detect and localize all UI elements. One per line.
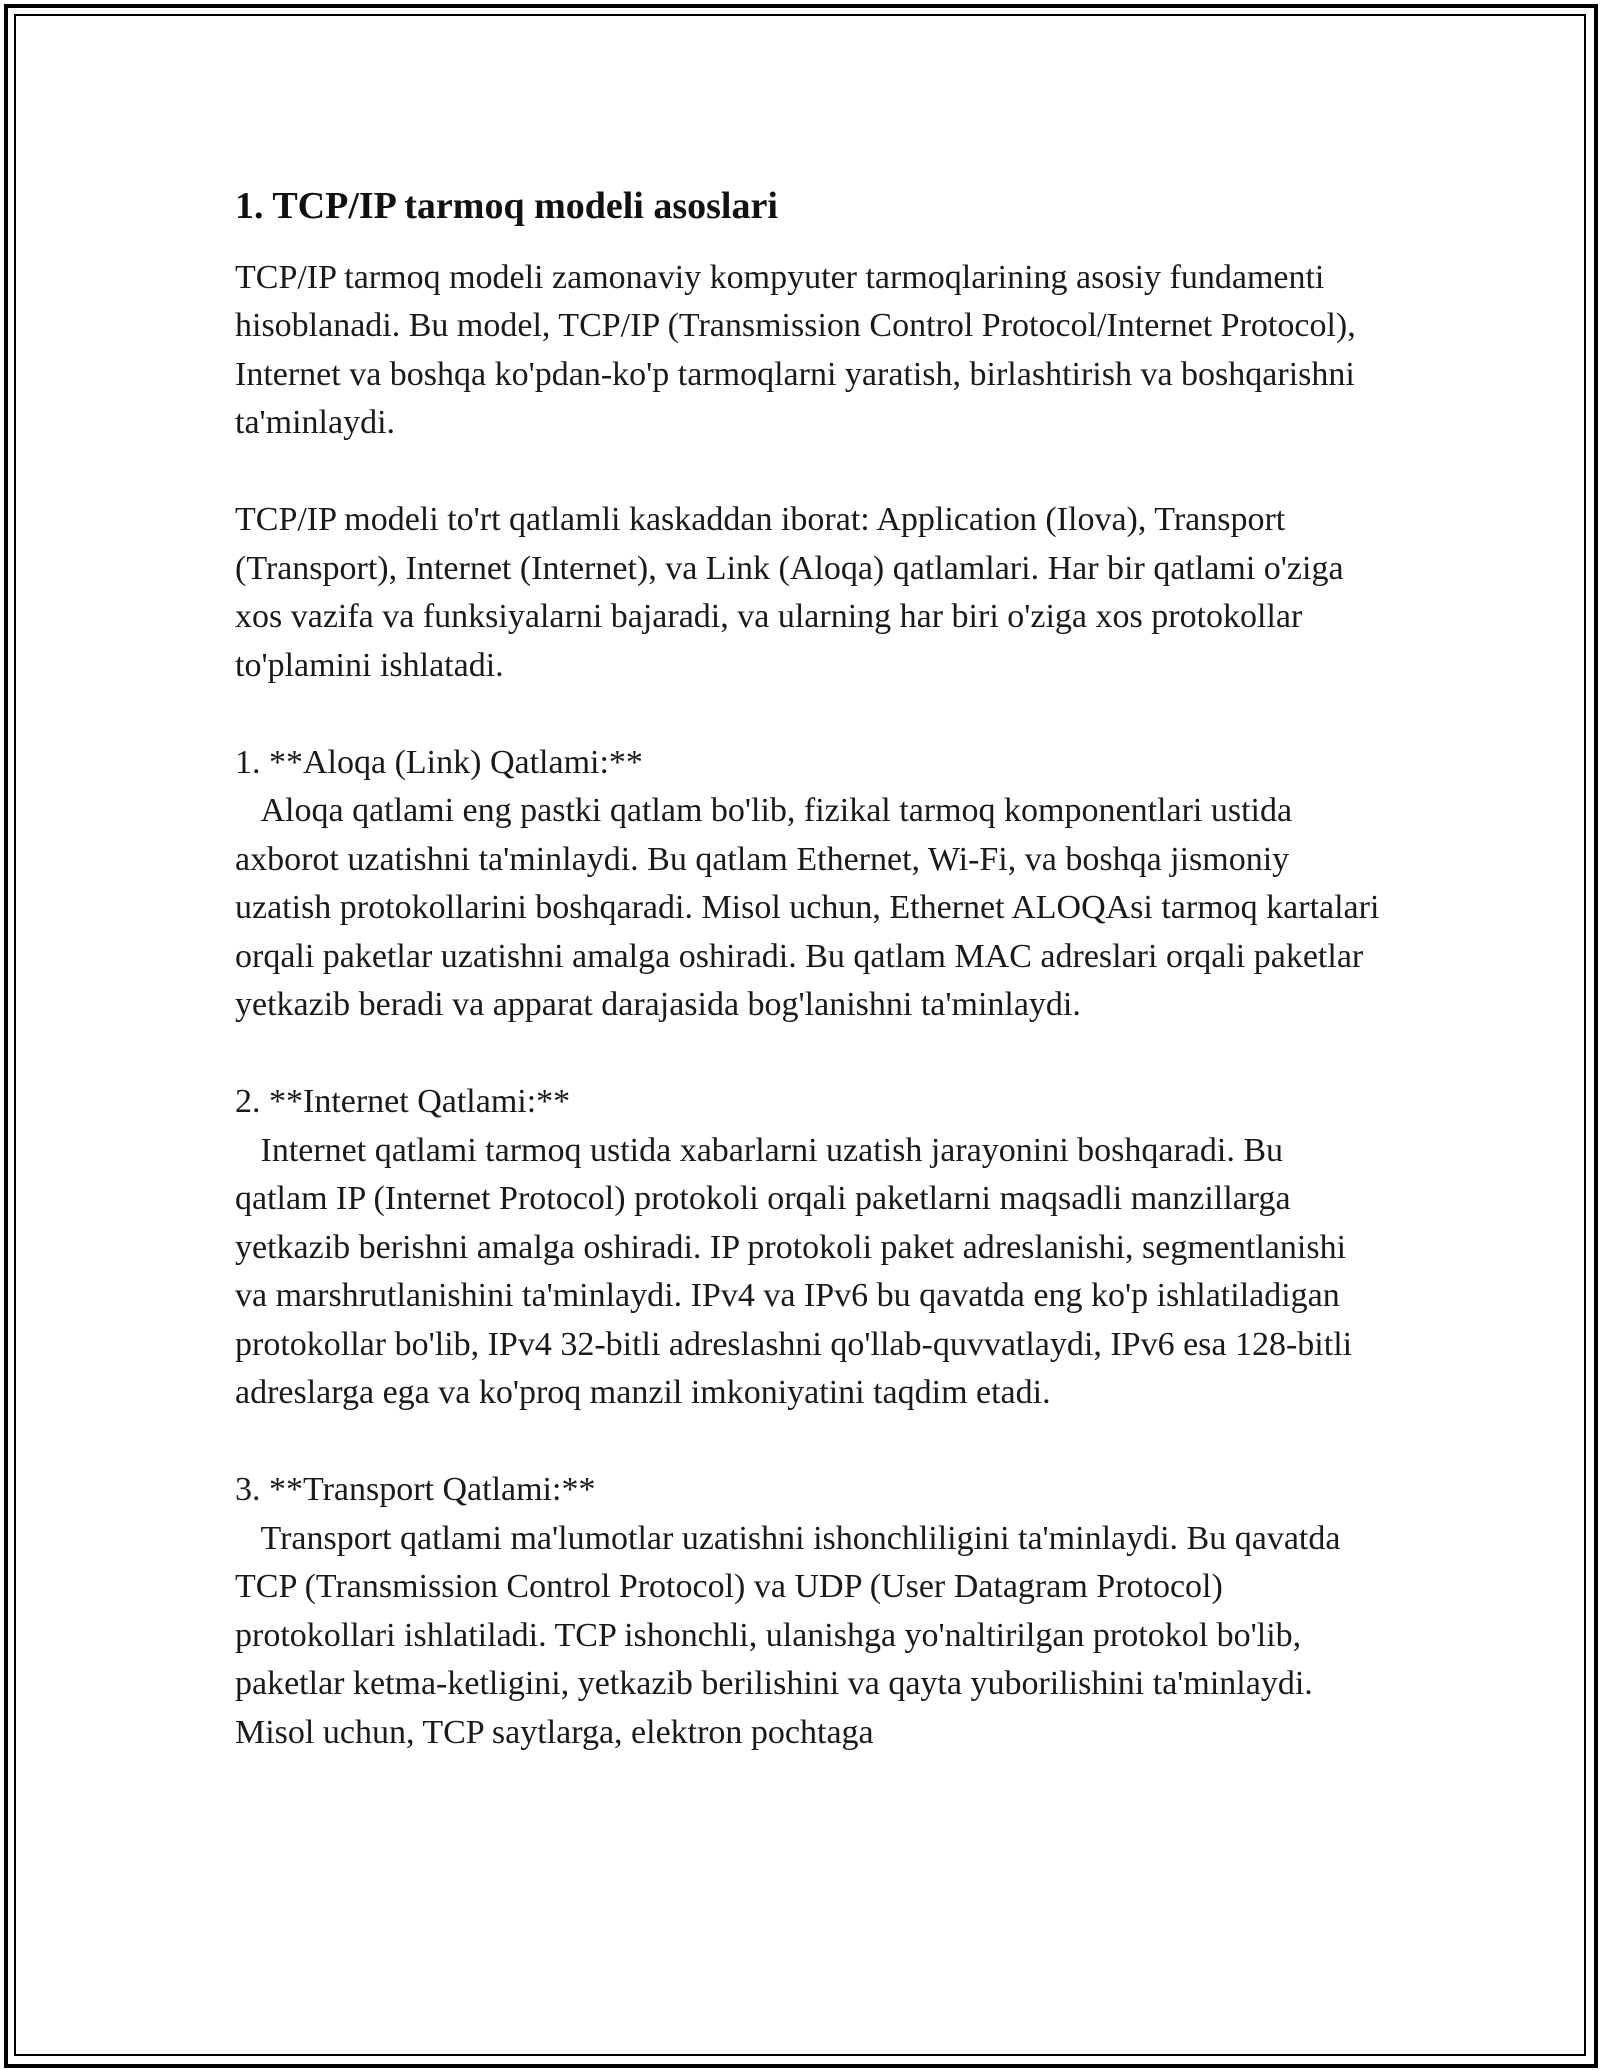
section-body: Internet qatlami tarmoq ustida xabarlarni uzatish jarayonini boshqaradi. Bu qatlam IP (Internet Protocol) protokoli orqali paketlarni maqsadli manzillarga yetkazib berishni amalga oshiradi. IP protokoli paket adreslanishi, segmentlanishi va marshrutlanishini ta'minlaydi. IPv4 va IPv6 bu qavatda eng ko'p ishlatiladigan protokollar bo'lib, IPv4 32-bitli adreslashni qo'llab-quvvatlaydi, IPv6 esa 128-bitli adreslarga ega va ko'proq manzil imkoniyatini taqdim etadi. <box>235 1131 1361 1412</box>
section-title: 1. **Aloqa (Link) Qatlami:** <box>235 743 643 781</box>
section-title: 2. **Internet Qatlami:** <box>235 1083 571 1121</box>
section-title: 3. **Transport Qatlami:** <box>235 1471 596 1509</box>
document-body <box>235 184 1388 1806</box>
layers-overview-paragraph: TCP/IP modeli to'rt qatlamli kaskaddan iborat: Application (Ilova), Transport (Transport), Internet (Internet), va Link (Aloqa) qatlamlari. Har bir qatlami o'ziga xos vazifa va funksiyalarni bajaradi, va ularning har biri o'ziga xos protokollar to'plamini ishlatadi. <box>235 501 1353 684</box>
section-body: Transport qatlami ma'lumotlar uzatishni ishonchliligini ta'minlaydi. Bu qavatda TCP (Transmission Control Protocol) va UDP (User Datagram Protocol) protokollari ishlatiladi. TCP ishonchli, ulanishga yo'naltirilgan protokol bo'lib, paketlar ketma-ketligini, yetkazib berilishini va qayta yuborilishini ta'minlaydi. Misol uchun, TCP saytlarga, elektron pochtaga <box>235 1519 1349 1751</box>
intro-paragraph: TCP/IP tarmoq modeli zamonaviy kompyuter tarmoqlarining asosiy fundamenti hisoblanadi. Bu model, TCP/IP (Transmission Control Protocol/Internet Protocol), Internet va boshqa ko'pdan-ko'p tarmoqlarni yaratish, birlashtirish va boshqarishni ta'minlaydi. <box>235 258 1365 442</box>
document-heading: 1. TCP/IP tarmoq modeli asoslari <box>235 185 778 227</box>
section-body: Aloqa qatlami eng pastki qatlam bo'lib, fizikal tarmoq komponentlari ustida axborot uzatishni ta'minlaydi. Bu qatlam Ethernet, Wi-Fi, va boshqa jismoniy uzatish protokollarini boshqaradi. Misol uchun, Ethernet ALOQAsi tarmoq kartalari orqali paketlar uzatishni amalga oshiradi. Bu qatlam MAC adreslari orqali paketlar yetkazib beradi va apparat darajasida bog'lanishni ta'minlaydi. <box>235 792 1388 1024</box>
section-link-layer <box>235 739 1388 1030</box>
section-transport-layer <box>235 1466 1380 1757</box>
section-internet-layer <box>235 1078 1380 1418</box>
